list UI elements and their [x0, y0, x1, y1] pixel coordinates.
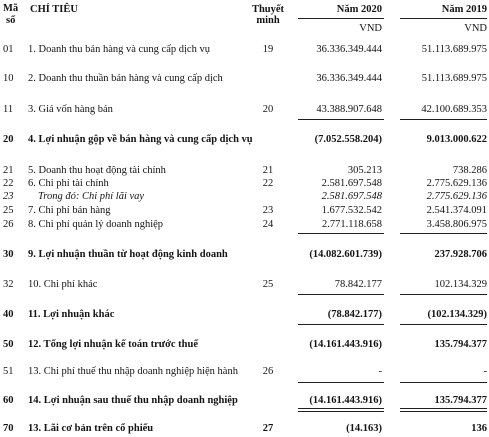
- row-code: 20: [3, 134, 14, 145]
- row-label: 2. Doanh thu thuần bán hàng và cung cấp dịch: [28, 73, 223, 84]
- table-row: [0, 72, 489, 85]
- row-code: 22: [3, 178, 14, 189]
- row-label: 5. Doanh thu hoạt động tài chính: [28, 165, 166, 176]
- unit-current: VND: [359, 23, 382, 34]
- subtotal-rule: [298, 294, 384, 295]
- row-value-2020: 2.581.697.548: [321, 191, 382, 202]
- item-header: CHỈ TIÊU: [30, 4, 78, 15]
- row-value-2019: 2.541.374.091: [426, 205, 487, 216]
- row-value-2020: (14.161.443.916): [309, 395, 382, 406]
- row-value-2019: 9.013.000.622: [426, 134, 487, 145]
- row-note: 27: [262, 423, 274, 434]
- row-value-2020: 36.336.349.444: [316, 73, 382, 84]
- row-code: 30: [3, 249, 14, 260]
- row-label: 11. Lợi nhuận khác: [28, 309, 115, 320]
- row-label: 13. Lãi cơ bản trên cổ phiếu: [28, 423, 154, 434]
- double-rule-bottom: [400, 411, 487, 412]
- code-header-line2: số: [6, 15, 16, 26]
- row-label: 6. Chi phí tài chính: [28, 178, 109, 189]
- row-value-2019: 135.794.377: [434, 339, 487, 350]
- row-note: 19: [262, 44, 274, 55]
- subtotal-rule: [400, 382, 487, 383]
- row-code: 32: [3, 279, 14, 290]
- row-value-2020: -: [378, 366, 382, 377]
- table-row: [0, 422, 489, 435]
- year-current-header: Năm 2020: [336, 4, 382, 15]
- row-value-2020: 1.677.532.542: [321, 205, 382, 216]
- row-code: 60: [3, 395, 14, 406]
- row-value-2019: 2.775.629.136: [426, 178, 487, 189]
- row-value-2020: (14.163): [346, 423, 382, 434]
- note-header-line1: Thuyết: [251, 4, 285, 15]
- row-value-2020: 78.842.177: [334, 279, 382, 290]
- table-row: [0, 133, 489, 146]
- table-row: [0, 338, 489, 351]
- row-label: 7. Chi phí bán hàng: [28, 205, 111, 216]
- row-label: 13. Chi phí thuế thu nhập doanh nghiệp hiện hành: [28, 366, 238, 377]
- row-label: 4. Lợi nhuận gộp về bán hàng và cung cấp dịch vụ: [28, 134, 253, 145]
- row-value-2020: 305.213: [347, 165, 382, 176]
- table-row: [0, 177, 489, 190]
- row-value-2019: 237.928.706: [434, 249, 487, 260]
- row-value-2020: 43.388.907.648: [316, 104, 382, 115]
- table-row: [0, 248, 489, 261]
- subtotal-rule: [298, 233, 384, 234]
- subtotal-rule: [298, 119, 384, 120]
- row-code: 01: [3, 44, 14, 55]
- table-row: [0, 394, 489, 407]
- row-value-2019: (102.134.329): [427, 309, 487, 320]
- table-row: [0, 204, 489, 217]
- row-code: 11: [3, 104, 14, 115]
- year-current-underline: [298, 18, 384, 19]
- row-value-2019: 738.286: [452, 165, 487, 176]
- row-value-2019: 135.794.377: [434, 395, 487, 406]
- row-note: 20: [262, 104, 274, 115]
- year-previous-header: Năm 2019: [441, 4, 487, 15]
- note-header-line2: minh: [256, 15, 280, 26]
- subtotal-rule: [400, 233, 487, 234]
- row-value-2020: (78.842.177): [327, 309, 382, 320]
- row-label: Trong đó: Chi phí lãi vay: [38, 191, 145, 202]
- row-value-2019: 102.134.329: [434, 279, 487, 290]
- subtotal-rule: [298, 382, 384, 383]
- row-code: 26: [3, 219, 14, 230]
- table-row: [0, 164, 489, 177]
- row-note: 24: [262, 219, 274, 230]
- row-code: 21: [3, 165, 14, 176]
- subtotal-rule: [400, 294, 487, 295]
- row-value-2019: -: [483, 366, 487, 377]
- table-row: [0, 218, 489, 231]
- row-code: 70: [3, 423, 14, 434]
- row-value-2020: (14.161.443.916): [309, 339, 382, 350]
- unit-previous: VND: [464, 23, 487, 34]
- row-label: 10. Chi phí khác: [28, 279, 98, 290]
- table-row: [0, 365, 489, 378]
- subtotal-rule: [298, 324, 384, 325]
- row-label: 12. Tổng lợi nhuận kế toán trước thuế: [28, 339, 199, 350]
- row-note: 23: [262, 205, 274, 216]
- row-label: 14. Lợi nhuận sau thuế thu nhập doanh nghiệp: [28, 395, 238, 406]
- row-value-2019: 3.458.806.975: [426, 219, 487, 230]
- row-note: 21: [262, 165, 274, 176]
- row-value-2020: 2.581.697.548: [321, 178, 382, 189]
- table-row: [0, 190, 489, 203]
- row-code: 10: [3, 73, 14, 84]
- row-note: 22: [262, 178, 274, 189]
- table-row: [0, 308, 489, 321]
- row-code: 23: [3, 191, 14, 202]
- year-previous-underline: [400, 18, 487, 19]
- double-rule-bottom: [298, 411, 384, 412]
- row-code: 50: [3, 339, 14, 350]
- subtotal-rule: [400, 324, 487, 325]
- row-value-2020: 2.771.118.658: [322, 219, 382, 230]
- row-value-2019: 136: [471, 423, 487, 434]
- row-label: 3. Giá vốn hàng bán: [28, 104, 113, 115]
- row-value-2019: 51.113.689.975: [421, 44, 487, 55]
- table-row: [0, 43, 489, 56]
- code-header-line1: Mã: [3, 3, 19, 14]
- row-value-2019: 2.775.629.136: [426, 191, 487, 202]
- row-code: 25: [3, 205, 14, 216]
- table-row: [0, 278, 489, 291]
- row-value-2020: 36.336.349.444: [316, 44, 382, 55]
- row-value-2020: (14.082.601.739): [309, 249, 382, 260]
- row-code: 51: [3, 366, 14, 377]
- row-value-2019: 51.113.689.975: [421, 73, 487, 84]
- double-rule-top: [400, 408, 487, 409]
- subtotal-rule: [400, 119, 487, 120]
- table-row: [0, 103, 489, 116]
- double-rule-top: [298, 408, 384, 409]
- row-label: 1. Doanh thu bán hàng và cung cấp dịch vụ: [28, 44, 210, 55]
- row-value-2019: 42.100.689.353: [421, 104, 487, 115]
- row-label: 8. Chi phí quản lý doanh nghiệp: [28, 219, 164, 230]
- row-label: 9. Lợi nhuận thuần từ hoạt động kinh doanh: [28, 249, 228, 260]
- row-note: 25: [262, 279, 274, 290]
- row-note: 26: [262, 366, 274, 377]
- row-value-2020: (7.052.558.204): [314, 134, 382, 145]
- row-code: 40: [3, 309, 14, 320]
